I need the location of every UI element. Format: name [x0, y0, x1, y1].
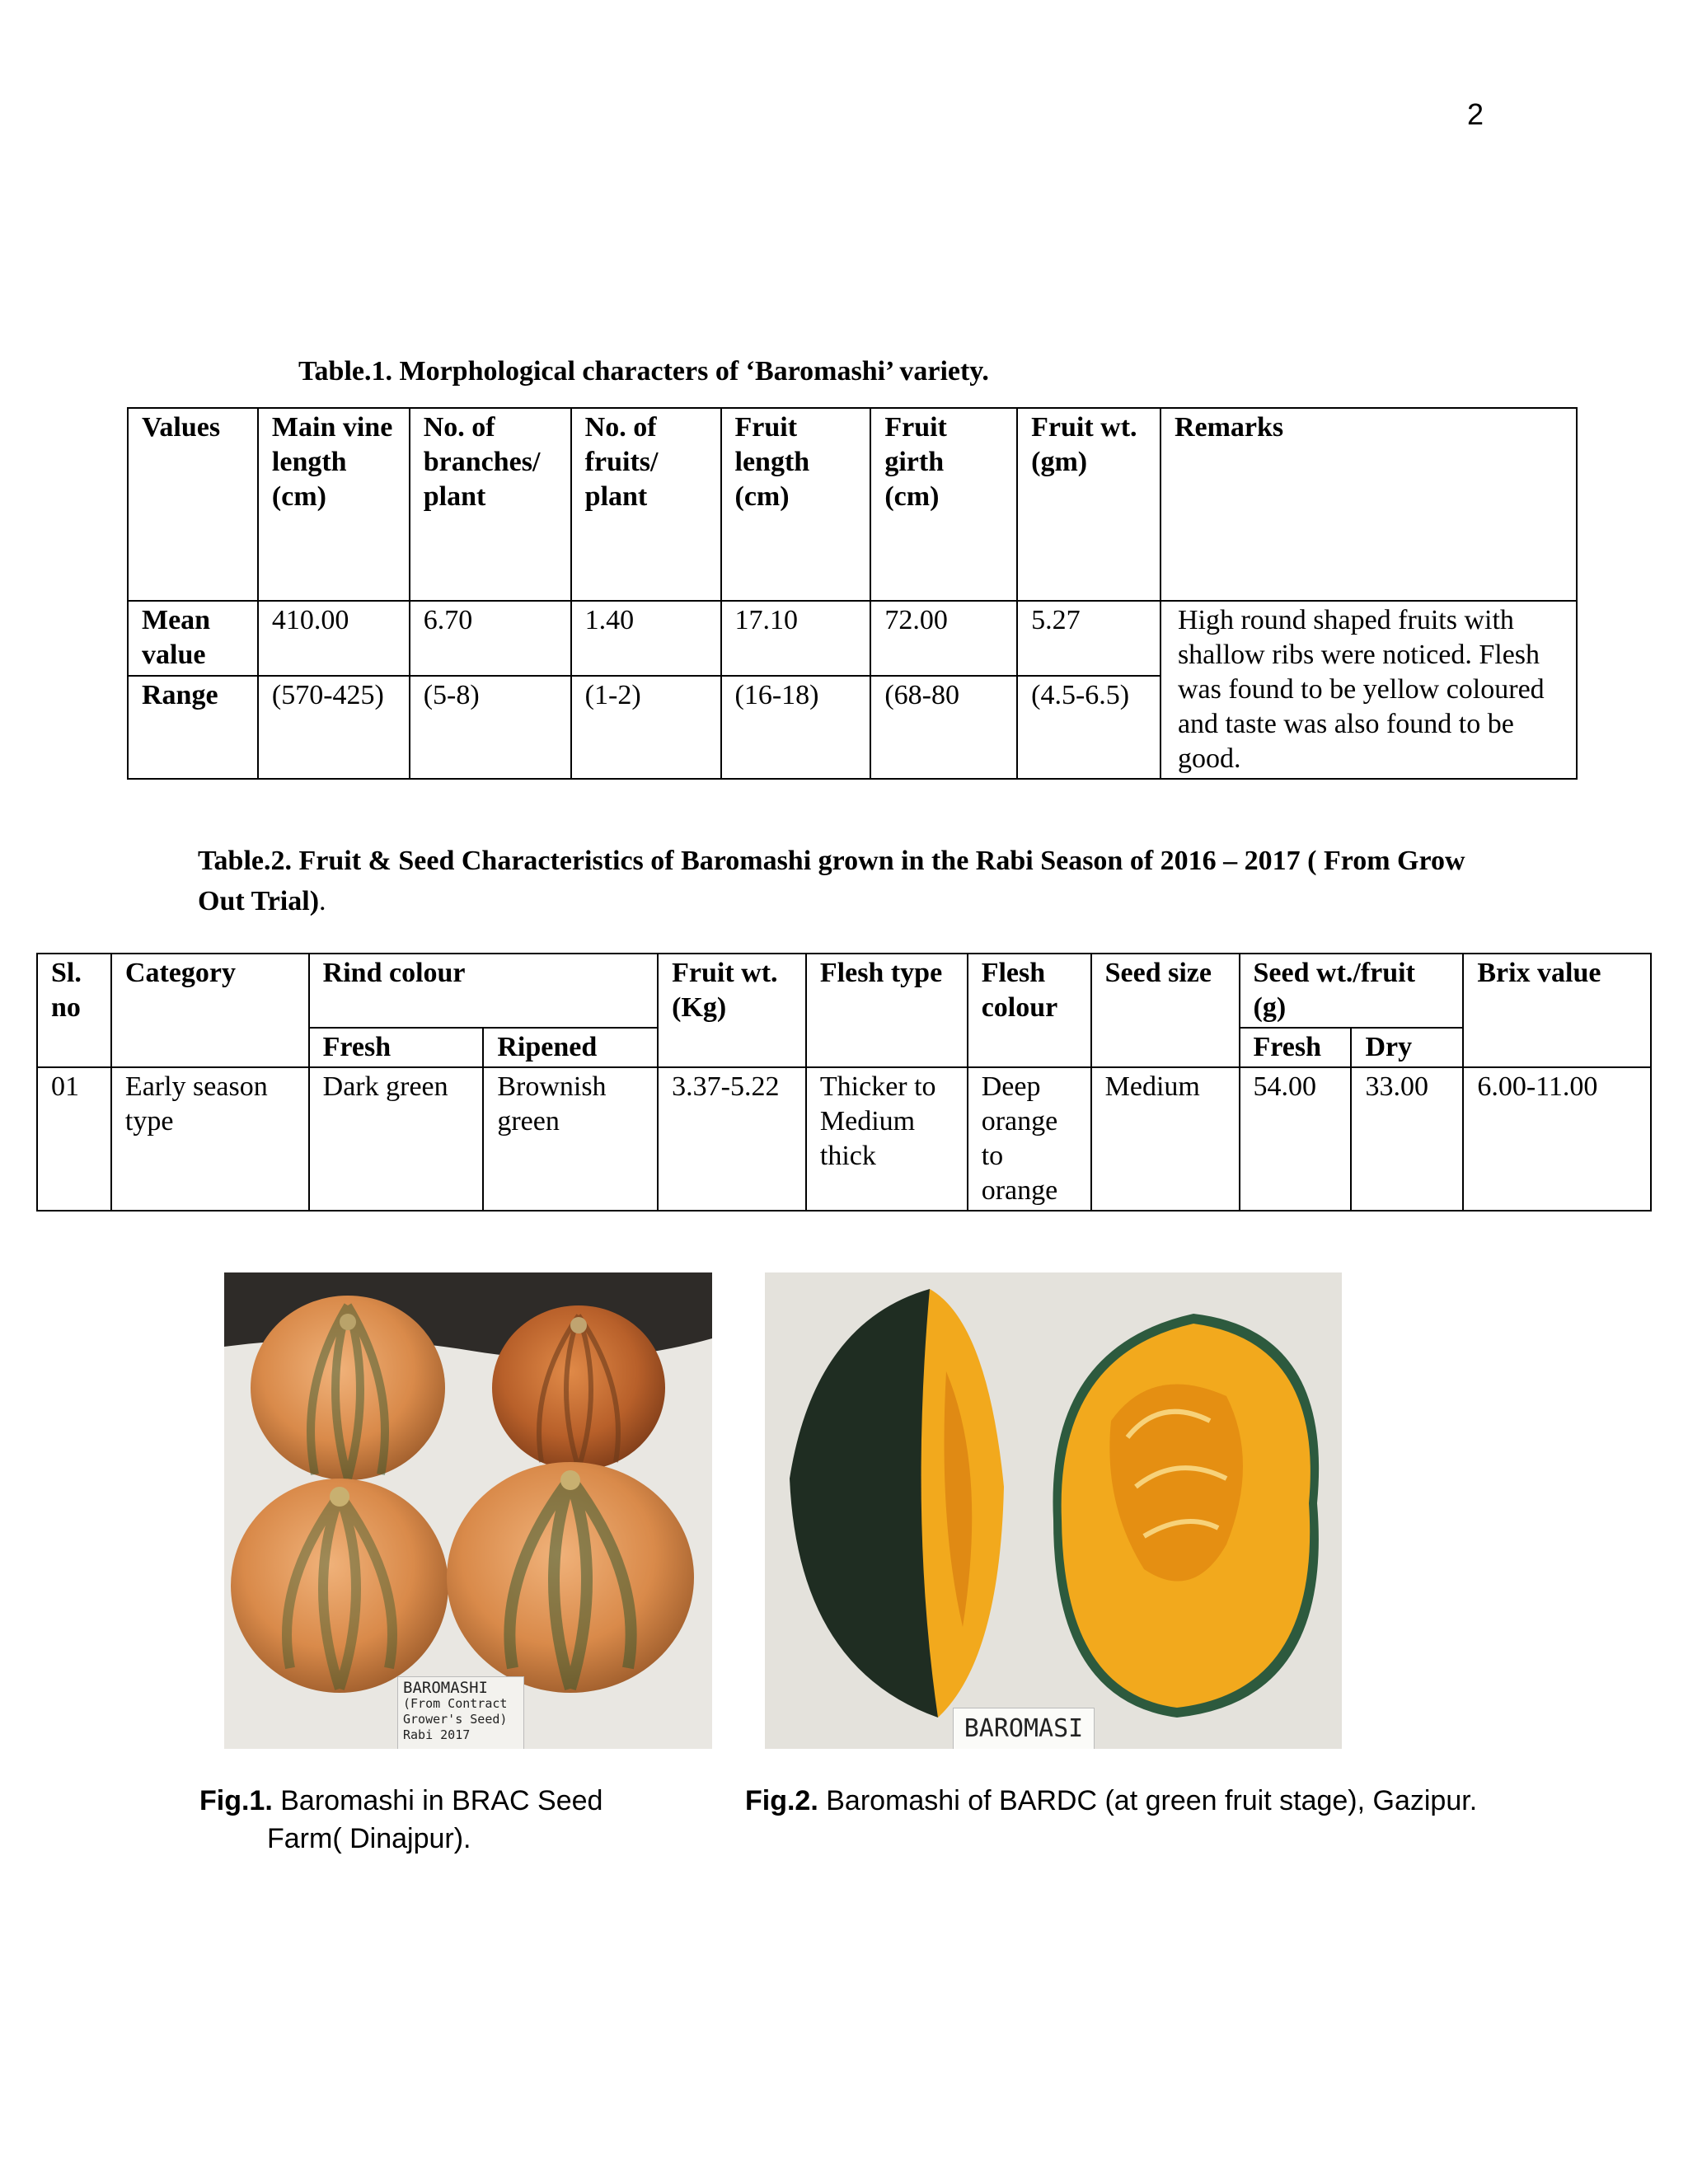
cut-pumpkin-illustration	[765, 1272, 1342, 1749]
label-line: Rabi 2017	[403, 1727, 471, 1742]
fig2-id: Fig.2.	[745, 1785, 818, 1816]
table2-caption	[198, 841, 1517, 921]
table2-header: Seed size	[1091, 954, 1240, 1067]
table2-header: Fruit wt. (Kg)	[658, 954, 806, 1067]
table1-cell: 5.27	[1017, 601, 1160, 676]
table1-cell: Mean value	[128, 601, 258, 676]
table2-header: Flesh colour	[968, 954, 1091, 1067]
table2-header: Sl. no	[37, 954, 111, 1067]
table1-cell: 410.00	[258, 601, 410, 676]
table2-caption-text: Table.2. Fruit & Seed Characteristics of Baromashi grown in the Rabi Season of 2016 – 2017 ( From Grow Out Trial)	[198, 846, 1465, 916]
fig1-photo-label	[397, 1676, 524, 1749]
table2-cell: Early season type	[111, 1067, 309, 1211]
table2-subheader: Dry	[1351, 1028, 1463, 1067]
table1-caption: Table.1. Morphological characters of ‘Baromashi’ variety.	[298, 356, 989, 387]
fig1-photo	[224, 1272, 712, 1749]
table2-header: Rind colour	[309, 954, 658, 1028]
fig1-caption	[199, 1782, 661, 1858]
table2-header-row	[37, 954, 1651, 1028]
table-row	[128, 601, 1577, 676]
fig1-caption-text: Baromashi in BRAC Seed	[280, 1785, 603, 1816]
table1-header-row	[128, 408, 1577, 601]
table2-cell: Dark green	[309, 1067, 484, 1211]
table1-cell: (68-80	[870, 676, 1017, 779]
table1-cell: 1.40	[571, 601, 721, 676]
table2-cell: Deep orange to orange	[968, 1067, 1091, 1211]
table1-cell: 17.10	[721, 601, 871, 676]
table2-subheader: Fresh	[1240, 1028, 1352, 1067]
table2-header: Category	[111, 954, 309, 1067]
fig2-caption	[745, 1782, 1569, 1820]
table1-cell: (16-18)	[721, 676, 871, 779]
page-number: 2	[1467, 97, 1484, 131]
table2-cell: Brownish green	[483, 1067, 658, 1211]
table1-header: Remarks	[1160, 408, 1577, 601]
table2-header: Brix value	[1463, 954, 1651, 1067]
table1-cell: 6.70	[410, 601, 571, 676]
table1-header: Fruit length (cm)	[721, 408, 871, 601]
table2-cell: 54.00	[1240, 1067, 1352, 1211]
table2-cell: 33.00	[1351, 1067, 1463, 1211]
table2-header: Seed wt./fruit (g)	[1240, 954, 1464, 1028]
table2-cell: 01	[37, 1067, 111, 1211]
label-line: BAROMASHI	[403, 1679, 488, 1697]
table1-remarks: High round shaped fruits with shallow ribs were noticed. Flesh was found to be yellow coloured and taste was also found to be good.	[1160, 601, 1577, 779]
fig2-photo-label: BAROMASI	[953, 1708, 1095, 1749]
table2-cell: 3.37-5.22	[658, 1067, 806, 1211]
table1-header: Fruit wt. (gm)	[1017, 408, 1160, 601]
table1-header: Main vine length (cm)	[258, 408, 410, 601]
table2-subheader: Fresh	[309, 1028, 484, 1067]
label-line: Grower's Seed)	[403, 1712, 508, 1727]
label-line: (From Contract	[403, 1696, 508, 1711]
table1-header: No. of branches/ plant	[410, 408, 571, 601]
fig2-photo	[765, 1272, 1342, 1749]
table2	[36, 953, 1652, 1212]
table2-subheader: Ripened	[483, 1028, 658, 1067]
fig1-caption-text-2: Farm( Dinajpur).	[267, 1823, 471, 1854]
table1-cell: (4.5-6.5)	[1017, 676, 1160, 779]
table1-cell: 72.00	[870, 601, 1017, 676]
table-row	[37, 1067, 1651, 1211]
table1-header: Values	[128, 408, 258, 601]
table2-cell: 6.00-11.00	[1463, 1067, 1651, 1211]
table1-cell: (570-425)	[258, 676, 410, 779]
table1	[127, 407, 1578, 780]
table2-caption-end: .	[319, 886, 326, 916]
table2-cell: Medium	[1091, 1067, 1240, 1211]
table2-header: Flesh type	[806, 954, 968, 1067]
table1-cell: (1-2)	[571, 676, 721, 779]
table1-header: No. of fruits/ plant	[571, 408, 721, 601]
table2-cell: Thicker to Medium thick	[806, 1067, 968, 1211]
table1-header: Fruit girth (cm)	[870, 408, 1017, 601]
table1-cell: Range	[128, 676, 258, 779]
fig2-caption-text: Baromashi of BARDC (at green fruit stage), Gazipur.	[826, 1785, 1478, 1816]
fig1-id: Fig.1.	[199, 1785, 273, 1816]
table1-cell: (5-8)	[410, 676, 571, 779]
